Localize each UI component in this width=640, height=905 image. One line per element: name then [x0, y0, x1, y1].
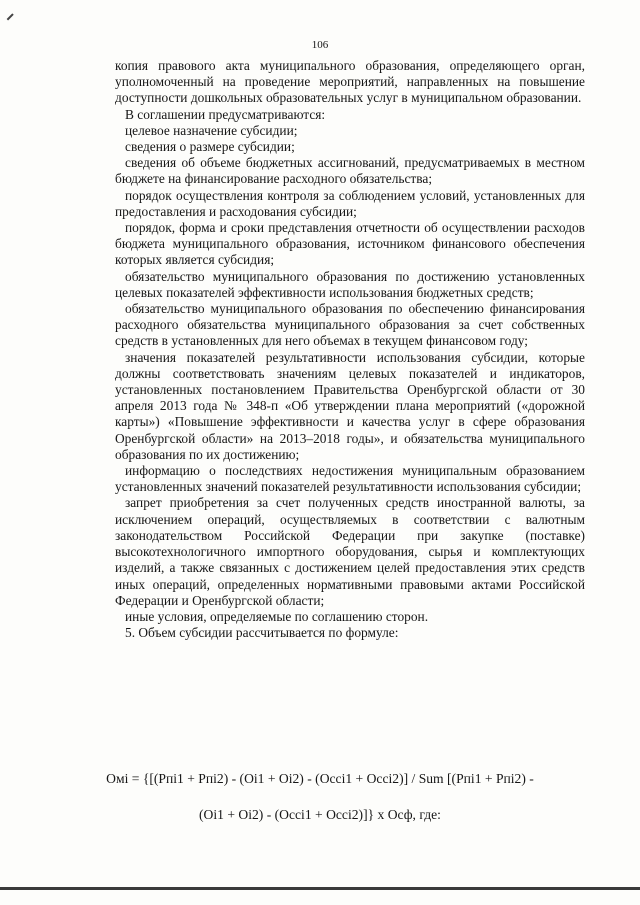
- paragraph: сведения о размере субсидии;: [125, 139, 295, 155]
- page-number: 106: [311, 39, 329, 51]
- paragraph: копия правового акта муниципального образования, определяющего орган, уполномоченный на проведение мероприятий, направленных на повышение доступности дошкольных образовательных услуг в муниципальном образовании.: [115, 58, 585, 106]
- paragraph: информацию о последствиях недостижения муниципальным образованием установленных значений показателей результативности использования субсидии;: [115, 463, 585, 495]
- paragraph: целевое назначение субсидии;: [125, 122, 298, 138]
- document-body: [115, 58, 585, 641]
- page-bottom-edge: [0, 887, 640, 890]
- paragraph: порядок, форма и сроки представления отчетности об осуществлении расходов бюджета муниципального образования, источником финансового обеспечения которых является субсидия;: [115, 220, 585, 268]
- paragraph: сведения об объеме бюджетных ассигнований, предусматриваемых в местном бюджете на финансирование расходного обязательства;: [115, 155, 585, 187]
- formula-line-2: (Оi1 + Оi2) - (Осci1 + Осci2)]} х Осф, где:: [199, 807, 441, 822]
- paragraph: значения показателей результативности использования субсидии, которые должны соответствовать значениям целевых показателей и индикаторов, установленных постановлением Правительства Оренбургской области от 30 апреля 2013 года № 348-п «Об утверждении плана мероприятий («дорожной карты») «Повышение эффективности и качества услуг в сфере образования Оренбургской области» на 2013–2018 годы», и обязательства муниципального образования по их достижению;: [115, 349, 585, 462]
- formula-line-1: Омi = {[(Рпi1 + Рпi2) - (Оi1 + Оi2) - (Осci1 + Осci2)] / Sum [(Рпi1 + Рпi2) -: [106, 771, 534, 786]
- paragraph: иные условия, определяемые по соглашению сторон.: [125, 608, 429, 624]
- paragraph: обязательство муниципального образования по обеспечению финансирования расходного обязательства муниципального образования за счет собственных средств в установленных для него объемах в текущем финансовом году;: [115, 301, 585, 349]
- scan-mark: [7, 13, 14, 20]
- paragraph: В соглашении предусматриваются:: [125, 106, 326, 122]
- paragraph: порядок осуществления контроля за соблюдением условий, установленных для предоставления и расходования субсидии;: [115, 187, 585, 219]
- paragraph: обязательство муниципального образования по достижению установленных целевых показателей эффективности использования бюджетных средств;: [115, 268, 585, 300]
- paragraph: запрет приобретения за счет полученных средств иностранной валюты, за исключением операций, осуществляемых в соответствии с валютным законодательством Российской Федерации при закупке (поставке) высокотехнологичного импортного оборудования, сырья и комплектующих изделий, а также связанных с достижением целей предоставления этих средств иных операций, определенных нормативными правовыми актами Российской Федерации и Оренбургской области;: [115, 495, 585, 608]
- paragraph: 5. Объем субсидии рассчитывается по формуле:: [125, 625, 399, 641]
